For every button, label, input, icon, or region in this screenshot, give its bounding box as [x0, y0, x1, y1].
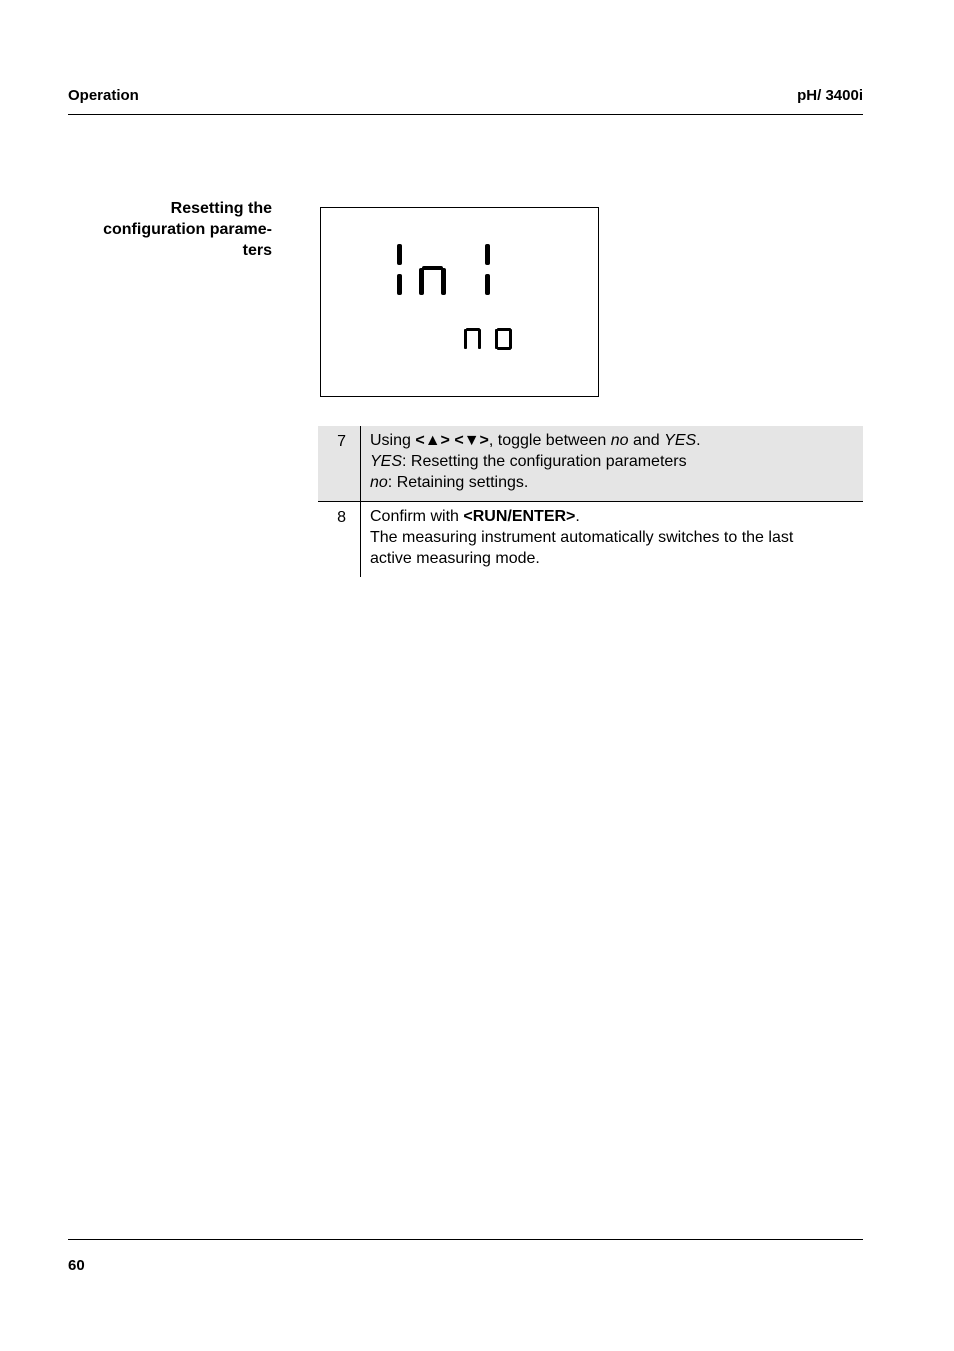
- step-text: [361, 426, 863, 501]
- run-enter-key-label: <RUN/ENTER>: [463, 508, 576, 525]
- page-number: 60: [68, 1257, 85, 1274]
- steps-table: [318, 426, 863, 577]
- side-heading: [68, 198, 272, 261]
- step-row: [318, 426, 863, 502]
- step-row: [318, 502, 863, 577]
- header-product-name: pH/ 3400i: [797, 87, 863, 104]
- step-number: 8: [318, 502, 361, 577]
- step-line: Confirm with <RUN/ENTER>.: [370, 508, 580, 525]
- side-heading-line-2: configuration parame-: [103, 221, 272, 238]
- step-number: 7: [318, 426, 361, 501]
- step-line: active measuring mode.: [370, 550, 540, 567]
- side-heading-line-3: ters: [242, 242, 272, 259]
- step-line: no: Retaining settings.: [370, 474, 529, 491]
- lcd-display-graphic: [321, 208, 598, 396]
- key-up-label: <▲>: [415, 432, 450, 449]
- header-section-title: Operation: [68, 87, 139, 104]
- step-line: Using <▲> <▼>, toggle between no and YES.: [370, 432, 701, 449]
- lcd-display: [320, 207, 599, 397]
- key-down-label: <▼>: [454, 432, 489, 449]
- side-heading-line-1: Resetting the: [170, 200, 272, 217]
- lcd-sub-text: [464, 328, 512, 350]
- step-line: The measuring instrument automatically switches to the last: [370, 529, 794, 546]
- footer-rule: [68, 1239, 863, 1240]
- step-line: YES: Resetting the configuration parameters: [370, 453, 687, 470]
- header-rule: [68, 114, 863, 115]
- step-text: [361, 502, 863, 577]
- lcd-main-text: [397, 244, 490, 295]
